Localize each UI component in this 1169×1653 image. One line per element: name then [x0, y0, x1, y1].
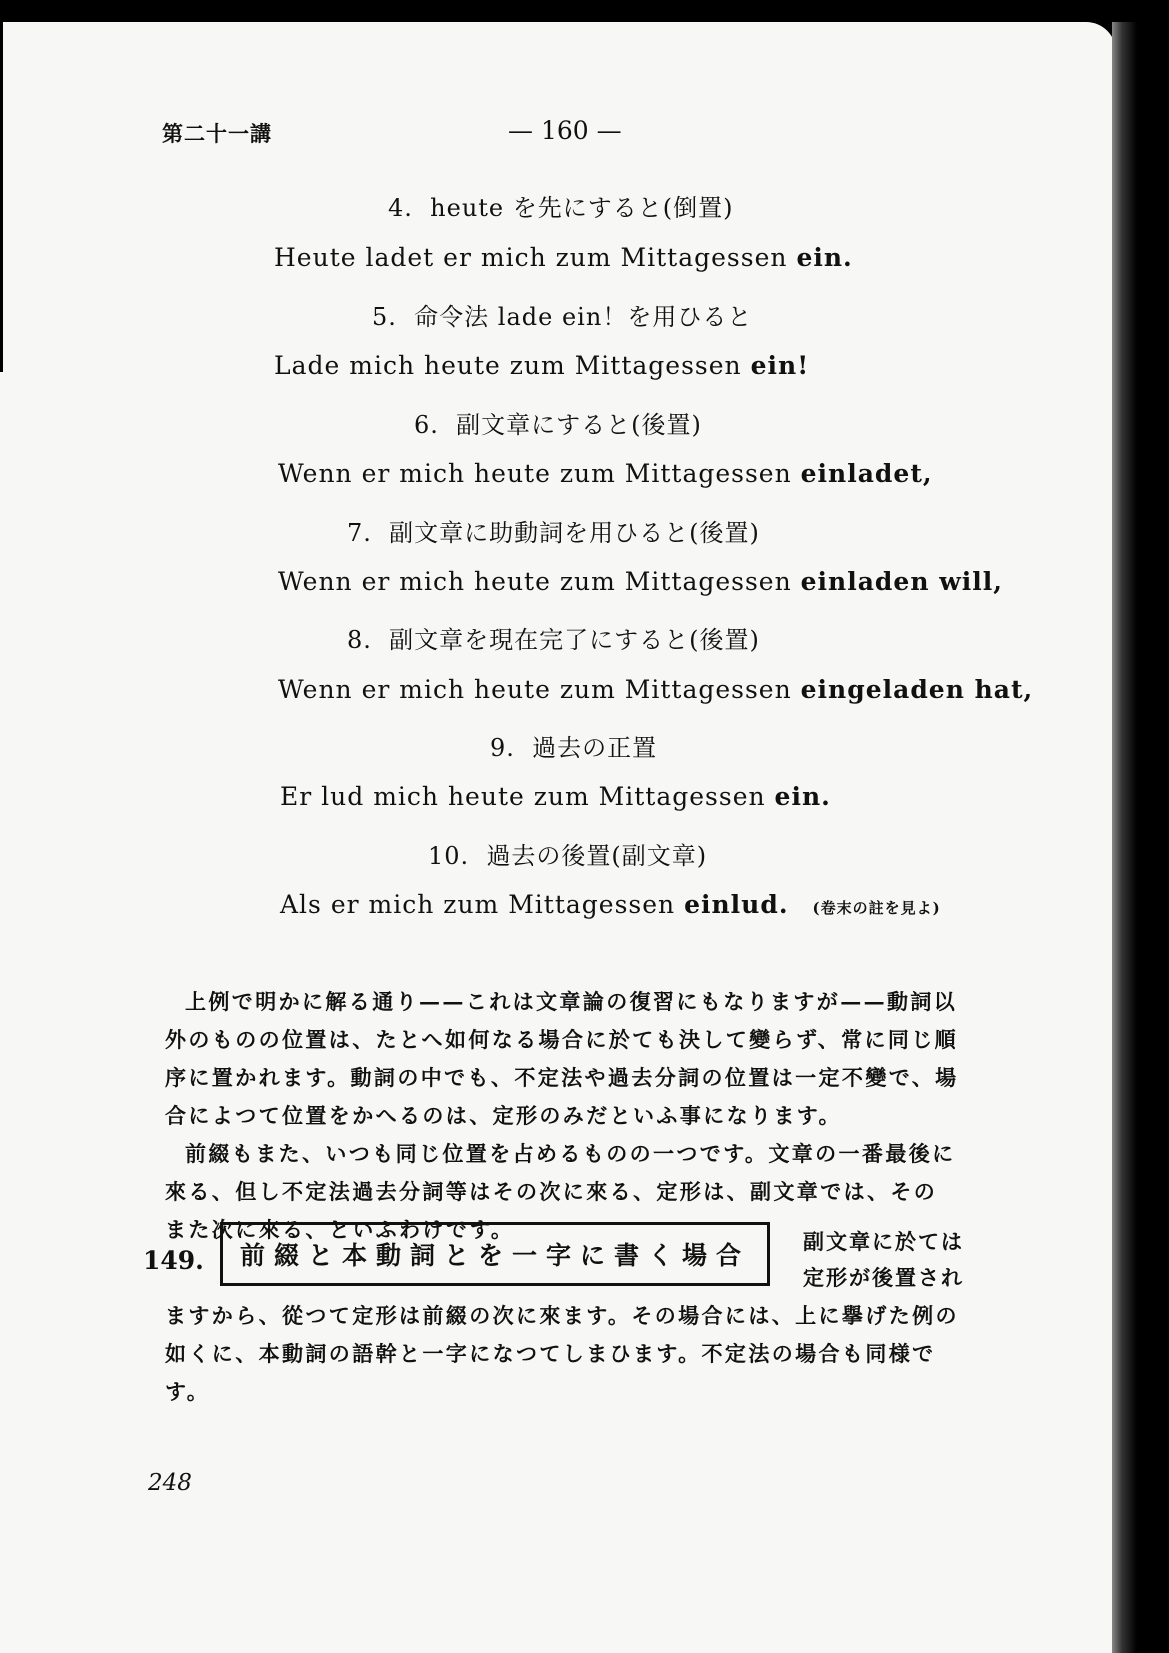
example-heading — [490, 728, 657, 763]
sentence-main: Als er mich zum Mittagessen — [280, 890, 685, 919]
section-title-box — [220, 1222, 770, 1286]
footnote-reference: (卷末の註を見よ) — [812, 899, 941, 917]
spine-shadow — [1112, 22, 1169, 1653]
example-number: 6. — [414, 411, 439, 439]
section-side-text: 副文章に於ては — [803, 1229, 964, 1254]
page-marker: — 160 — — [508, 116, 622, 145]
example-heading — [347, 620, 760, 655]
example-heading-text: 副文章を現在完了にすると(後置) — [389, 626, 760, 654]
example-number: 10. — [428, 842, 470, 870]
section-paragraph: ますから、從つて定形は前綴の次に來ます。その場合には、上に擧げた例の如くに、本動詞の語幹と一字になつてしまひます。不定法の場合も同様です。 — [165, 1303, 959, 1404]
example-number: 8. — [347, 626, 372, 654]
german-sentence — [280, 782, 831, 811]
sentence-emphasis: einladen will, — [800, 567, 1003, 596]
sentence-main: Lade mich heute zum Mittagessen — [274, 351, 751, 380]
sentence-emphasis: einlud. — [684, 890, 789, 919]
section-number: 149. — [143, 1246, 204, 1275]
scan-edge — [0, 22, 3, 372]
sentence-main: Wenn er mich heute zum Mittagessen — [278, 567, 801, 596]
example-heading — [372, 297, 752, 332]
german-sentence — [280, 890, 941, 919]
chapter-header: 第二十一講 — [162, 121, 272, 146]
example-number: 7. — [347, 519, 372, 547]
sentence-main: Heute ladet er mich zum Mittagessen — [274, 243, 797, 272]
sentence-main: Wenn er mich heute zum Mittagessen — [278, 459, 801, 488]
example-heading-text: 副文章に助動詞を用ひると(後置) — [389, 519, 760, 547]
example-number: 9. — [490, 734, 515, 762]
example-heading — [414, 405, 702, 440]
example-number: 4. — [388, 194, 413, 222]
section-title: 前綴と本動詞とを一字に書く場合 — [239, 1241, 750, 1270]
sentence-main: Wenn er mich heute zum Mittagessen — [278, 675, 801, 704]
example-number: 5. — [372, 303, 397, 331]
example-heading — [428, 836, 707, 871]
sentence-emphasis: ein. — [796, 243, 853, 272]
example-heading-text: 過去の正置 — [532, 734, 658, 762]
body-paragraph: 前綴もまた、いつも同じ位置を占めるものの一つです。文章の一番最後に來る、但し不定法過去分詞等はその次に來る、定形は、副文章では、そのまた次に來る、といふわけです。 — [165, 1141, 956, 1242]
example-heading-text: 過去の後置(副文章) — [486, 842, 708, 870]
sentence-emphasis: eingeladen hat, — [800, 675, 1034, 704]
sentence-main: Er lud mich heute zum Mittagessen — [280, 782, 775, 811]
sentence-emphasis: ein! — [750, 351, 810, 380]
example-heading — [347, 513, 760, 548]
section-side-text: 定形が後置され — [803, 1265, 964, 1290]
sentence-emphasis: einladet, — [800, 459, 933, 488]
example-heading — [388, 188, 734, 223]
example-heading-text: heute を先にすると(倒置) — [430, 194, 734, 222]
german-sentence — [278, 675, 1033, 704]
example-heading-text: 副文章にすると(後置) — [456, 411, 702, 439]
german-sentence — [278, 459, 933, 488]
sentence-emphasis: ein. — [774, 782, 831, 811]
example-heading-text: 命令法 lade ein！を用ひると — [414, 303, 753, 331]
german-sentence — [274, 351, 809, 380]
page-number: 248 — [148, 1470, 192, 1496]
german-sentence — [278, 567, 1003, 596]
german-sentence — [274, 243, 853, 272]
body-paragraph: 上例で明かに解る通り——これは文章論の復習にもなりますが——動詞以外のものの位置は、たとへ如何なる場合に於ても決して變らず、常に同じ順序に置かれます。動詞の中でも、不定法や過去分詞の位置は一定不變で、場合によつて位置をかへるのは、定形のみだといふ事になります。 — [165, 989, 959, 1128]
